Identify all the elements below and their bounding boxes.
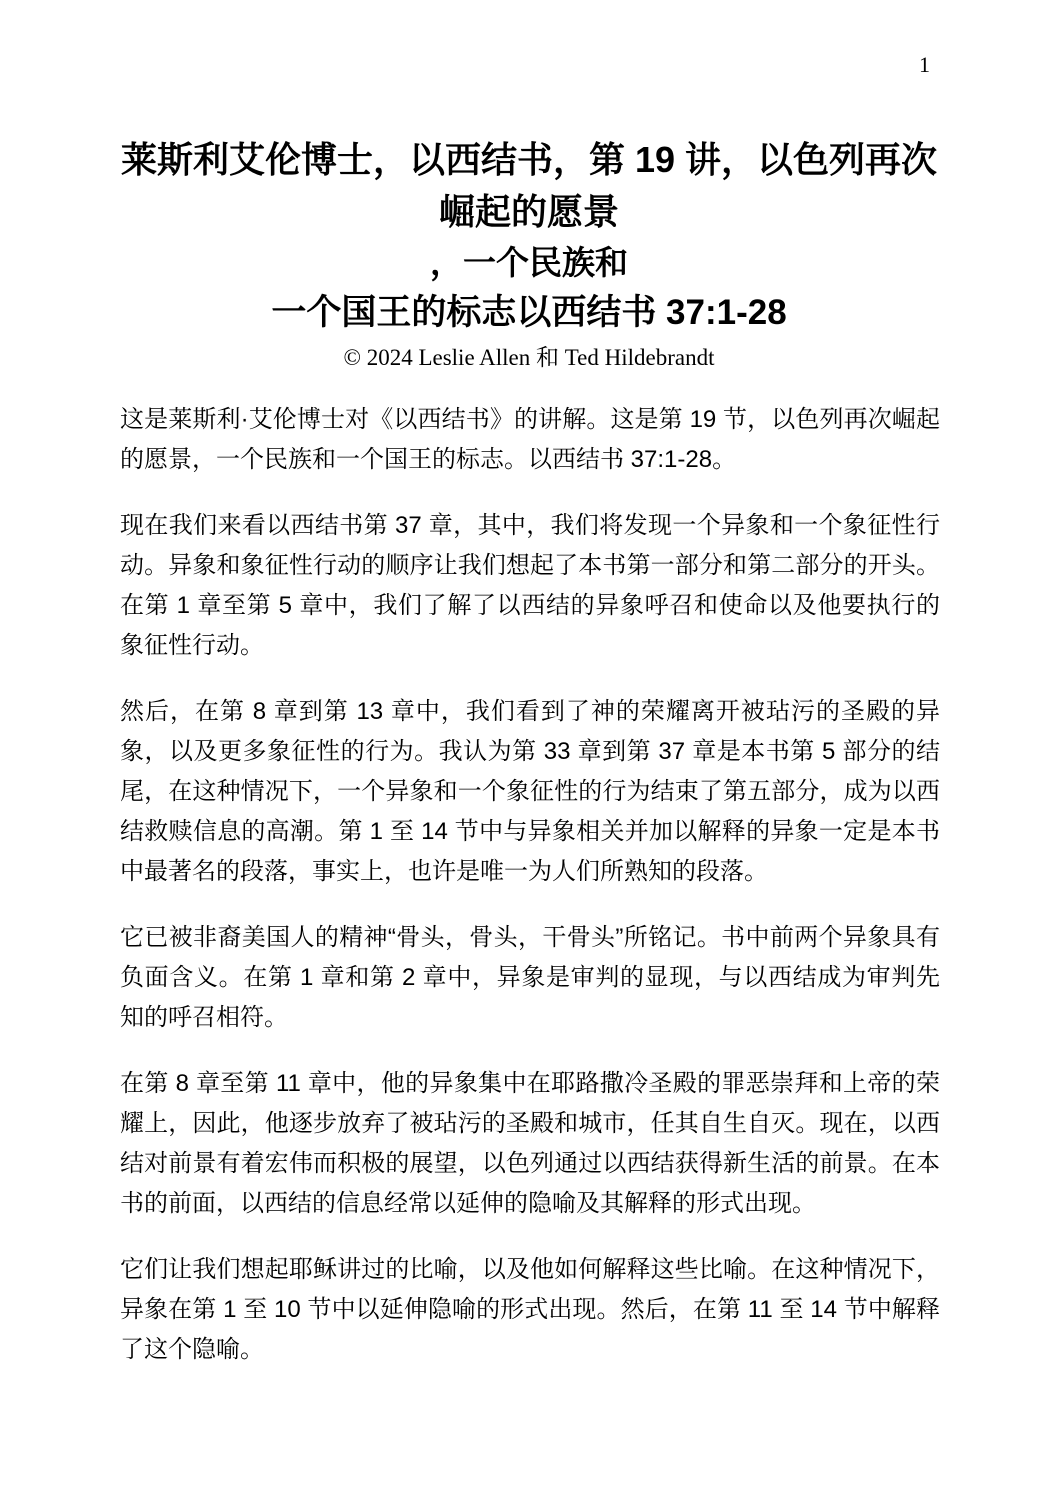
copyright-line: © 2024 Leslie Allen 和 Ted Hildebrandt (343, 345, 715, 370)
body-paragraph: 然后，在第 8 章到第 13 章中，我们看到了神的荣耀离开被玷污的圣殿的异象，以及更多象征性的行为。我认为第 33 章到第 37 章是本书第 5 部分的结尾，在这种情况下，一个异象和一个象征性的行为结束了第五部分，成为以西结救赎信息的高潮。第 1 至 14 节中与异象相关并加以解释的异象一定是本书中最著名的段落，事实上，也许是唯一为人们所熟知的段落。 (120, 698, 940, 885)
title-line-3: ，一个民族和 (430, 244, 628, 281)
body-paragraph: 它们让我们想起耶稣讲过的比喻，以及他如何解释这些比喻。在这种情况下，异象在第 1 至 10 节中以延伸隐喻的形式出现。然后，在第 11 至 14 节中解释了这个隐喻。 (120, 1256, 940, 1363)
document-title-block (119, 134, 939, 378)
body-paragraph: 在第 8 章至第 11 章中，他的异象集中在耶路撒冷圣殿的罪恶崇拜和上帝的荣耀上，因此，他逐步放弃了被玷污的圣殿和城市，任其自生自灭。现在，以西结对前景有着宏伟而积极的展望，以色列通过以西结获得新生活的前景。在本书的前面，以西结的信息经常以延伸的隐喻及其解释的形式出现。 (120, 1070, 940, 1217)
body-paragraph: 这是莱斯利·艾伦博士对《以西结书》的讲解。这是第 19 节，以色列再次崛起的愿景，一个民族和一个国王的标志。以西结书 37:1-28。 (120, 406, 940, 473)
title-line-4: 一个国王的标志以西结书 37:1-28 (271, 293, 787, 332)
title-line-2: 崛起的愿景 (438, 191, 619, 232)
document-body (120, 400, 940, 1370)
body-paragraph: 现在我们来看以西结书第 37 章，其中，我们将发现一个异象和一个象征性行动。异象和象征性行动的顺序让我们想起了本书第一部分和第二部分的开头。在第 1 章至第 5 章中，我们了解了以西结的异象呼召和使命以及他要执行的象征性行动。 (120, 512, 940, 659)
page-number: 1 (919, 52, 930, 77)
title-line-1: 莱斯利艾伦博士，以西结书，第 19 讲，以色列再次 (120, 139, 938, 180)
body-paragraph: 它已被非裔美国人的精神“骨头，骨头，干骨头”所铭记。书中前两个异象具有负面含义。在第 1 章和第 2 章中，异象是审判的显现，与以西结成为审判先知的呼召相符。 (120, 924, 940, 1031)
